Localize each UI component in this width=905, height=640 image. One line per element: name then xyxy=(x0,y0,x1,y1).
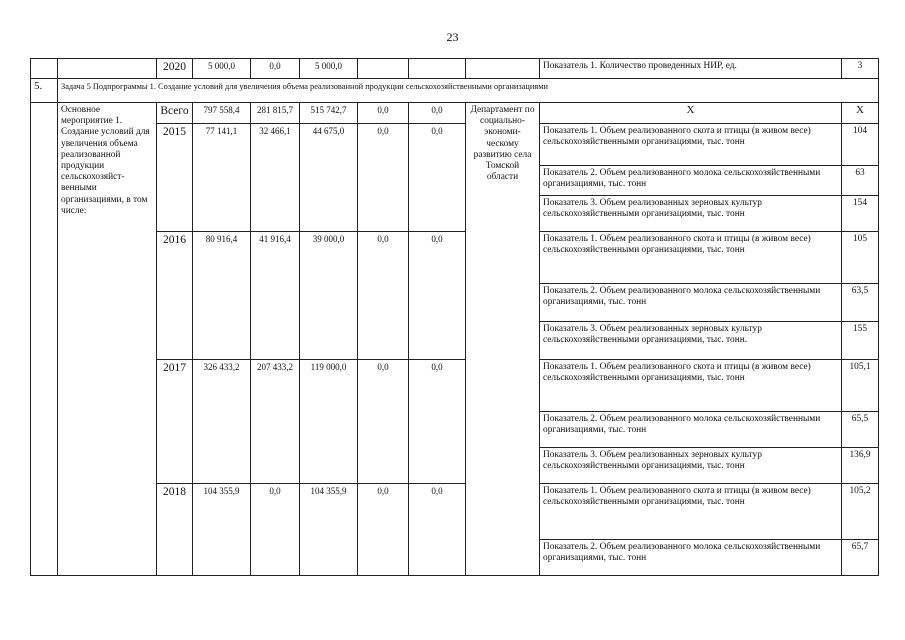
table-row xyxy=(31,360,879,412)
indicator-value: 63 xyxy=(842,166,879,196)
fed-cell: 281 815,7 xyxy=(251,103,300,124)
local-cell: 0,0 xyxy=(358,103,409,124)
indicator-value: 136,9 xyxy=(842,448,879,484)
total-cell: 77 141,1 xyxy=(193,124,251,232)
fed-cell: 41 916,4 xyxy=(251,232,300,360)
cell-empty xyxy=(358,59,409,79)
indicator-cell: Показатель 1. Объем реализованного скота и птицы (в живом весе) сельскохозяйственными организациями, тыс. тонн xyxy=(540,232,842,284)
table-row xyxy=(31,103,879,124)
indicator-cell: Показатель 1. Количество проведенных НИР, ед. xyxy=(540,59,842,79)
indicator-cell: Показатель 2. Объем реализованного молока сельскохозяйственными организациями, тыс. тонн xyxy=(540,166,842,196)
indicator-cell: Показатель 3. Объем реализованных зерновых культур сельскохозяйственными организациями, тыс. тонн. xyxy=(540,322,842,360)
indicator-cell: Показатель 2. Объем реализованного молока сельскохозяйственными организациями, тыс. тонн xyxy=(540,540,842,576)
indicator-value: 105,2 xyxy=(842,484,879,540)
task-row xyxy=(31,79,879,103)
department-name: Департамент по социально-экономи-ческому развитию села Томской области xyxy=(466,103,540,576)
local-cell: 0,0 xyxy=(358,124,409,232)
reg-cell: 39 000,0 xyxy=(300,232,358,360)
indicator-value: 105 xyxy=(842,232,879,284)
other-cell: 0,0 xyxy=(409,360,466,484)
reg-cell: 104 355,9 xyxy=(300,484,358,576)
cell-empty xyxy=(31,59,58,79)
indicator-value: 65,7 xyxy=(842,540,879,576)
other-cell: 0,0 xyxy=(409,103,466,124)
indicator-cell: Показатель 3. Объем реализованных зерновых культур сельскохозяйственными организациями, тыс. тонн xyxy=(540,448,842,484)
fed-cell: 32 466,1 xyxy=(251,124,300,232)
cell-empty xyxy=(31,103,58,576)
indicator-cell: Показатель 3. Объем реализованных зерновых культур сельскохозяйственными организациями, тыс. тонн xyxy=(540,196,842,232)
local-cell: 0,0 xyxy=(358,360,409,484)
indicator-cell: Показатель 1. Объем реализованного скота и птицы (в живом весе) сельскохозяйственными организациями, тыс. тонн xyxy=(540,360,842,412)
table-row xyxy=(31,59,879,79)
task-title: Задача 5 Подпрограммы 1. Создание условий для увеличения объема реализованной продукции сельскохозяйственными организациями xyxy=(58,79,879,103)
indicator-value: 154 xyxy=(842,196,879,232)
indicator-cell: Х xyxy=(540,103,842,124)
cell-empty xyxy=(58,59,157,79)
indicator-value: 65,5 xyxy=(842,412,879,448)
local-cell: 0,0 xyxy=(358,232,409,360)
indicator-cell: Показатель 1. Объем реализованного скота и птицы (в живом весе) сельскохозяйственными организациями, тыс. тонн xyxy=(540,484,842,540)
year-cell: 2020 xyxy=(157,59,193,79)
indicator-cell: Показатель 2. Объем реализованного молока сельскохозяйственными организациями, тыс. тонн xyxy=(540,412,842,448)
table-row xyxy=(31,232,879,284)
year-cell: 2015 xyxy=(157,124,193,232)
total-cell: 5 000,0 xyxy=(193,59,251,79)
cell-empty xyxy=(466,59,540,79)
reg-cell: 515 742,7 xyxy=(300,103,358,124)
measure-name: Основное мероприятие 1. Создание условий для увеличения объема реализованной продукции сельскохозяйст-венными организациями, в том числе: xyxy=(58,103,157,576)
other-cell: 0,0 xyxy=(409,232,466,360)
fed-cell: 207 433,2 xyxy=(251,360,300,484)
indicator-value: 105,1 xyxy=(842,360,879,412)
indicator-value: 63,5 xyxy=(842,284,879,322)
program-table xyxy=(30,58,879,576)
cell-empty xyxy=(409,59,466,79)
task-number: 5. xyxy=(31,79,58,103)
reg-cell: 119 000,0 xyxy=(300,360,358,484)
fed-cell: 0,0 xyxy=(251,484,300,576)
table-row xyxy=(31,124,879,166)
federal-cell: 0,0 xyxy=(251,59,300,79)
indicator-cell: Показатель 1. Объем реализованного скота и птицы (в живом весе) сельскохозяйственными организациями, тыс. тонн xyxy=(540,124,842,166)
total-cell: 797 558,4 xyxy=(193,103,251,124)
other-cell: 0,0 xyxy=(409,124,466,232)
page-number: 23 xyxy=(446,30,459,44)
indicator-value: 3 xyxy=(842,59,879,79)
indicator-value: Х xyxy=(842,103,879,124)
indicator-value: 155 xyxy=(842,322,879,360)
total-cell: 104 355,9 xyxy=(193,484,251,576)
indicator-value: 104 xyxy=(842,124,879,166)
table-row xyxy=(31,484,879,540)
year-label: Всего xyxy=(157,103,193,124)
year-cell: 2018 xyxy=(157,484,193,576)
other-cell: 0,0 xyxy=(409,484,466,576)
indicator-cell: Показатель 2. Объем реализованного молока сельскохозяйственными организациями, тыс. тонн xyxy=(540,284,842,322)
local-cell: 0,0 xyxy=(358,484,409,576)
total-cell: 326 433,2 xyxy=(193,360,251,484)
year-cell: 2017 xyxy=(157,360,193,484)
total-cell: 80 916,4 xyxy=(193,232,251,360)
reg-cell: 44 675,0 xyxy=(300,124,358,232)
regional-cell: 5 000,0 xyxy=(300,59,358,79)
year-cell: 2016 xyxy=(157,232,193,360)
